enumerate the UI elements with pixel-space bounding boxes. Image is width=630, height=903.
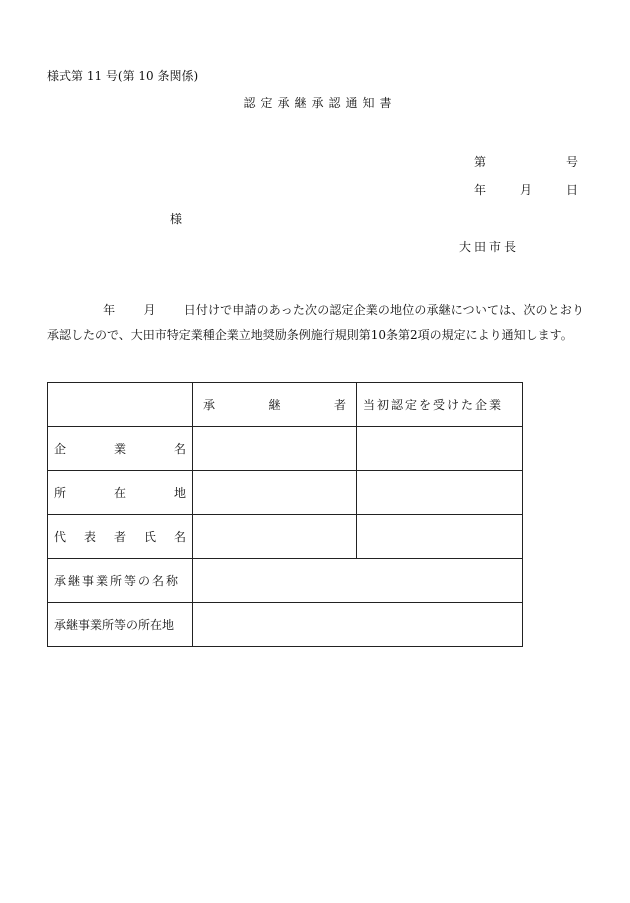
form-number-label: 様式第 11 号(第 10 条関係): [47, 69, 199, 83]
row-label-representative: [48, 515, 193, 559]
number-suffix: 号: [565, 155, 578, 169]
table-row: [48, 427, 523, 471]
table-row: [48, 603, 523, 647]
body-year: 年: [103, 303, 116, 317]
row-label-facility-location: [48, 603, 193, 647]
row-label-text: 所 在 地: [54, 486, 186, 500]
date-year: 年: [474, 183, 487, 197]
successor-representative-cell[interactable]: [193, 515, 357, 559]
row-label-facility-name: [48, 559, 193, 603]
original-location-cell[interactable]: [357, 471, 523, 515]
date-month: 月: [519, 183, 532, 197]
row-label-text: 企 業 名: [54, 442, 186, 456]
successor-company-name-cell[interactable]: [193, 427, 357, 471]
date-day: 日: [565, 183, 578, 197]
row-label-text: 代 表 者 氏 名: [54, 530, 186, 544]
number-prefix: 第: [474, 155, 487, 169]
recipient-honorific: 様: [170, 212, 183, 226]
body-text: 日付けで申請のあった次の認定企業の地位の承継については、次のとおり承認したので、大田市特定業種企業立地奨励条例施行規則第10条第2項の規定により通知します。: [47, 303, 584, 342]
facility-name-cell[interactable]: [193, 559, 523, 603]
document-number-line: [474, 153, 578, 170]
notice-body: [47, 298, 584, 348]
table-row: [48, 559, 523, 603]
table-header-blank: [48, 383, 193, 427]
row-label-location: [48, 471, 193, 515]
row-label-text: 承継事業所等の所在地: [54, 618, 175, 632]
original-representative-cell[interactable]: [357, 515, 523, 559]
document-title: 認定承継承認通知書: [243, 96, 397, 110]
document-date-line: [474, 181, 578, 198]
header-original-label: 当初認定を受けた企業: [363, 398, 504, 412]
issuer-name: 大田市長: [459, 240, 520, 254]
table-row: [48, 471, 523, 515]
header-original-company: [357, 383, 523, 427]
body-month: 月: [143, 303, 156, 317]
facility-location-cell[interactable]: [193, 603, 523, 647]
table-row: [48, 515, 523, 559]
table-header-row: [48, 383, 523, 427]
header-successor: [193, 383, 357, 427]
row-label-company-name: [48, 427, 193, 471]
header-successor-label: 承 継 者: [203, 398, 346, 412]
row-label-text: 承継事業所等の名称: [54, 574, 181, 588]
original-company-name-cell[interactable]: [357, 427, 523, 471]
successor-location-cell[interactable]: [193, 471, 357, 515]
succession-table: [47, 382, 523, 647]
